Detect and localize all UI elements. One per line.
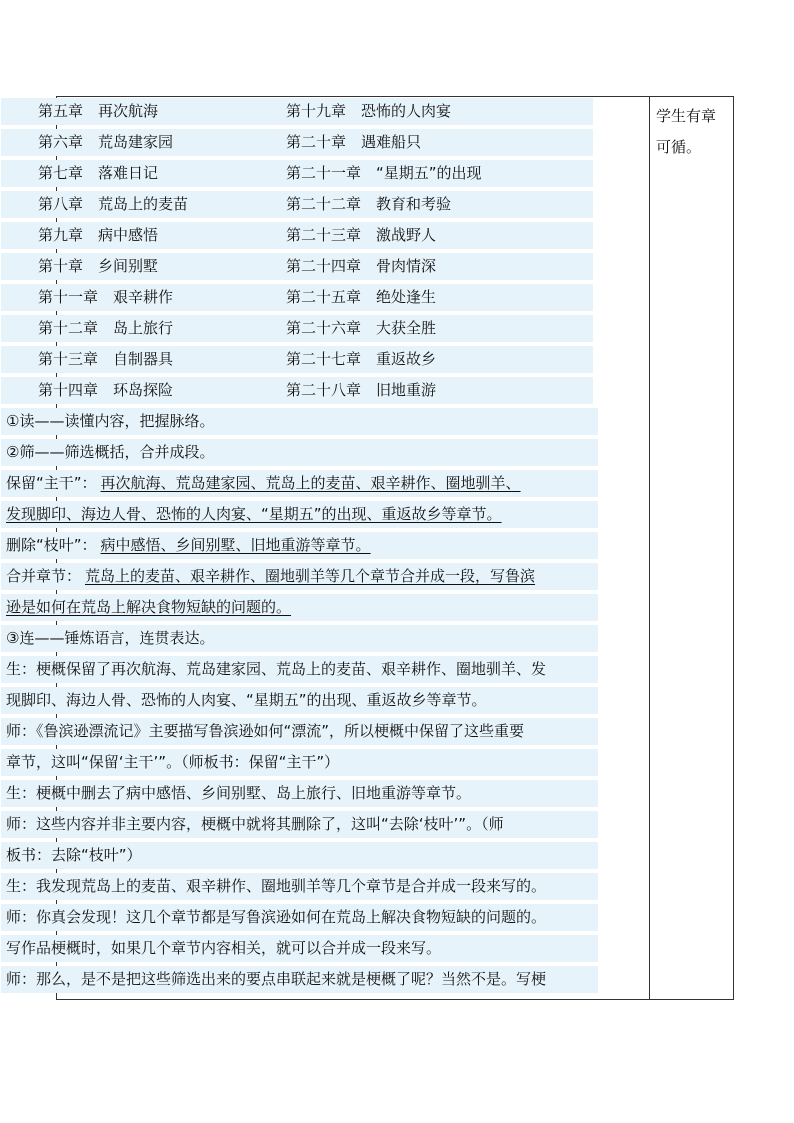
toc-chapter-right: 第二十章 遇难船只 xyxy=(286,133,422,151)
side-note: 学生有章可循。 xyxy=(656,107,717,156)
toc-row xyxy=(1,284,593,311)
toc-chapter-left: 第十一章 艰辛耕作 xyxy=(38,288,174,306)
toc-chapter-right: 第二十三章 激战野人 xyxy=(286,226,437,244)
side-note-cell xyxy=(650,96,734,1000)
step-connect: ③连——锤炼语言，连贯表达。 xyxy=(1,625,598,652)
dialogue-line: 生：我发现荒岛上的麦苗、艰辛耕作、圈地驯羊等几个章节是合并成一段来写的。 xyxy=(1,873,598,900)
merge-chapters-line xyxy=(1,563,598,590)
toc-chapter-right: 第二十二章 教育和考验 xyxy=(286,195,452,213)
keep-trunk-label: 保留“主干”： xyxy=(6,474,97,492)
toc-chapter-right: 第二十七章 重返故乡 xyxy=(286,350,437,368)
toc-chapter-left: 第十章 乡间别墅 xyxy=(38,257,159,275)
toc-chapter-left: 第十三章 自制器具 xyxy=(38,350,174,368)
merge-chapters-text: 逊是如何在荒岛上解决食物短缺的问题的。 xyxy=(6,598,292,616)
toc-chapter-left: 第五章 再次航海 xyxy=(38,102,159,120)
dialogue-line: 生：梗概保留了再次航海、荒岛建家园、荒岛上的麦苗、艰辛耕作、圈地驯羊、发 xyxy=(1,656,598,683)
toc-row xyxy=(1,253,593,280)
toc-chapter-left: 第九章 病中感悟 xyxy=(38,226,159,244)
dialogue-line: 写作品梗概时，如果几个章节内容相关，就可以合并成一段来写。 xyxy=(1,935,598,962)
delete-leaves-line xyxy=(1,532,598,559)
delete-leaves-text: 病中感悟、乡间别墅、旧地重游等章节。 xyxy=(100,536,371,554)
toc-row xyxy=(1,315,593,342)
toc-chapter-left: 第七章 落难日记 xyxy=(38,164,159,182)
toc-chapter-right: 第十九章 恐怖的人肉宴 xyxy=(286,102,452,120)
merge-chapters-line-2 xyxy=(1,594,598,621)
toc-chapter-right: 第二十五章 绝处逢生 xyxy=(286,288,437,306)
toc-row xyxy=(1,191,593,218)
keep-trunk-text: 发现脚印、海边人骨、恐怖的人肉宴、“星期五”的出现、重返故乡等章节。 xyxy=(6,505,502,523)
toc-chapter-left: 第十四章 环岛探险 xyxy=(38,381,174,399)
toc-row xyxy=(1,129,593,156)
dialogue-line: 生：梗概中删去了病中感悟、乡间别墅、岛上旅行、旧地重游等章节。 xyxy=(1,780,598,807)
toc-row xyxy=(1,160,593,187)
toc-row xyxy=(1,346,593,373)
toc-row xyxy=(1,222,593,249)
keep-trunk-line xyxy=(1,470,598,497)
dialogue-line: 师：那么，是不是把这些筛选出来的要点串联起来就是梗概了呢？当然不是。写梗 xyxy=(1,966,598,993)
toc-row xyxy=(1,98,593,125)
dialogue-line: 师：《鲁滨逊漂流记》主要描写鲁滨逊如何“漂流”，所以梗概中保留了这些重要 xyxy=(1,718,598,745)
keep-trunk-line-2 xyxy=(1,501,598,528)
dialogue-line: 现脚印、海边人骨、恐怖的人肉宴、“星期五”的出现、重返故乡等章节。 xyxy=(1,687,598,714)
dialogue-line: 章节，这叫“保留‘主干’”。（师板书：保留“主干”） xyxy=(1,749,598,776)
dialogue-line: 师：这些内容并非主要内容，梗概中就将其删除了，这叫“去除‘枝叶’”。（师 xyxy=(1,811,598,838)
toc-row xyxy=(1,377,593,404)
dialogue-line: 板书：去除“枝叶”） xyxy=(1,842,598,869)
toc-chapter-left: 第六章 荒岛建家园 xyxy=(38,133,174,151)
keep-trunk-text: 再次航海、荒岛建家园、荒岛上的麦苗、艰辛耕作、圈地驯羊、 xyxy=(100,474,521,492)
step-filter: ②筛——筛选概括，合并成段。 xyxy=(1,439,598,466)
delete-leaves-label: 删除“枝叶”： xyxy=(6,536,97,554)
toc-chapter-right: 第二十四章 骨肉情深 xyxy=(286,257,437,275)
dialogue-line: 师：你真会发现！这几个章节都是写鲁滨逊如何在荒岛上解决食物短缺的问题的。 xyxy=(1,904,598,931)
toc-chapter-right: 第二十一章 “星期五”的出现 xyxy=(286,164,482,182)
toc-chapter-left: 第八章 荒岛上的麦苗 xyxy=(38,195,189,213)
toc-chapter-left: 第十二章 岛上旅行 xyxy=(38,319,174,337)
step-read: ①读——读懂内容，把握脉络。 xyxy=(1,408,598,435)
merge-chapters-text: 荒岛上的麦苗、艰辛耕作、圈地驯羊等几个章节合并成一段，写鲁滨 xyxy=(85,567,536,585)
toc-chapter-right: 第二十六章 大获全胜 xyxy=(286,319,437,337)
toc-chapter-right: 第二十八章 旧地重游 xyxy=(286,381,437,399)
merge-chapters-label: 合并章节： xyxy=(6,567,82,585)
